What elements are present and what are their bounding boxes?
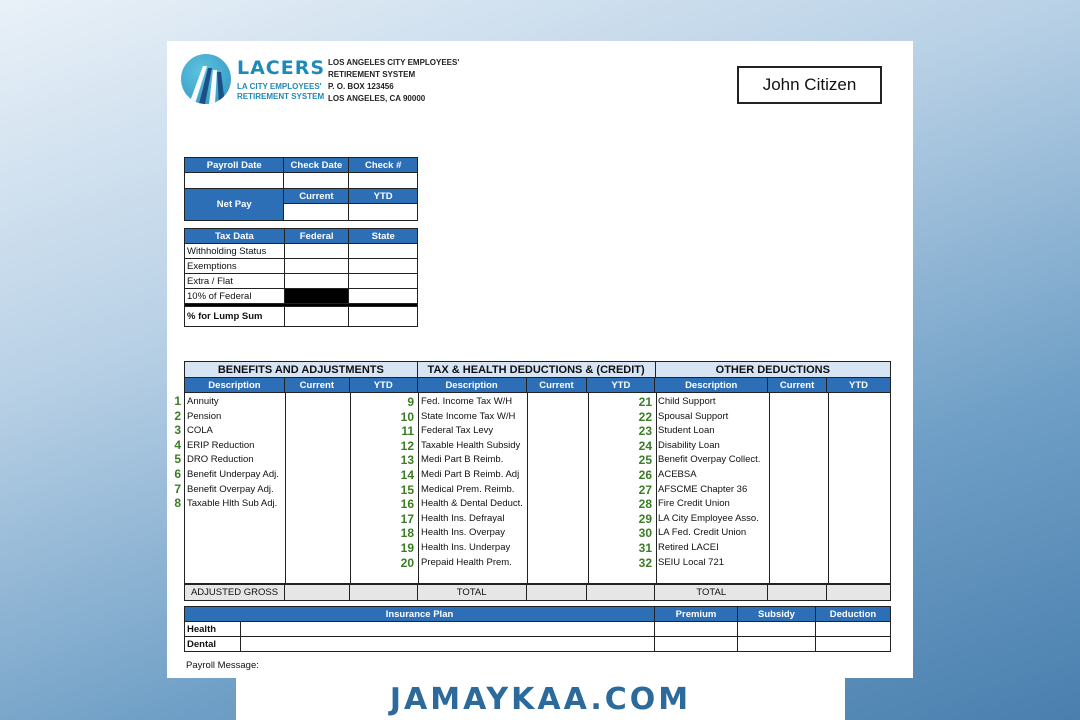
other-item-label: SEIU Local 721: [658, 556, 725, 568]
tax-item-number: 12: [400, 438, 414, 453]
other-item-label: ACEBSA: [658, 468, 697, 480]
tax-item-label: Taxable Health Subsidy: [421, 439, 521, 451]
benefit-item-label: DRO Reduction: [187, 454, 254, 466]
tax-data-table: [184, 228, 418, 327]
deductions-body: [184, 392, 891, 584]
tax-health-section-title: TAX & HEALTH DEDUCTIONS & (CREDIT): [417, 362, 655, 378]
other-item-label: Retired LACEI: [658, 541, 719, 553]
other-item-label: Child Support: [658, 396, 716, 407]
check-number-header: Check #: [349, 158, 418, 173]
other-item-label: Spousal Support: [658, 410, 729, 422]
benefit-item-label: ERIP Reduction: [187, 439, 255, 451]
benefit-item-label: COLA: [187, 425, 213, 437]
tax-item-label: Health & Dental Deduct.: [421, 498, 523, 510]
other-item-label: AFSCME Chapter 36: [658, 483, 748, 495]
health-label: Health: [185, 622, 241, 637]
other-item-number: 32: [638, 555, 652, 570]
benefit-item-number: 7: [174, 481, 181, 496]
benefit-item-label: Benefit Underpay Adj.: [187, 468, 279, 480]
other-deductions-list: [658, 395, 768, 587]
benefit-item-number: 8: [174, 496, 181, 511]
benefit-number-column: [171, 394, 181, 511]
payroll-date-header: Payroll Date: [185, 158, 284, 173]
adjusted-gross-label: ADJUSTED GROSS: [185, 585, 285, 601]
other-item-number: 30: [638, 526, 652, 541]
logo-emblem-icon: [181, 54, 231, 104]
tax-item-label: Medical Prem. Reimb.: [421, 483, 515, 495]
other-number-column: [589, 395, 652, 587]
net-pay-current-header: Current: [284, 189, 349, 204]
net-pay-label: Net Pay: [185, 189, 284, 221]
benefit-item-number: 4: [174, 437, 181, 452]
logo-wordmark: LACERS: [237, 57, 326, 79]
benefit-item-label: Pension: [187, 410, 222, 422]
tax-item-number: 15: [400, 482, 414, 497]
logo-subtitle: LA CITY EMPLOYEES' RETIREMENT SYSTEM: [237, 82, 325, 101]
tax-item-number: 14: [400, 467, 414, 482]
net-pay-current-value: [284, 204, 349, 221]
tax-item-number: 16: [400, 497, 414, 512]
sender-address: LOS ANGELES CITY EMPLOYEES' RETIREMENT SYSTEM P. O. BOX 123456 LOS ANGELES, CA 90000: [328, 58, 460, 103]
other-item-number: 24: [638, 438, 652, 453]
tax-item-label: Medi Part B Reimb. Adj: [421, 468, 520, 480]
other-total-label: TOTAL: [655, 585, 768, 601]
ten-percent-federal-label: 10% of Federal: [185, 289, 285, 304]
benefit-item-label: Benefit Overpay Adj.: [187, 483, 274, 495]
tax-item-number: 9: [407, 395, 414, 409]
benefit-item-number: 6: [174, 466, 181, 481]
check-date-header: Check Date: [284, 158, 349, 173]
tax-item-label: Health Ins. Underpay: [421, 541, 511, 553]
column-header-table: Description Current YTD Description Current YTD Description Current YTD: [184, 377, 891, 393]
tax-item-label: Health Ins. Overpay: [421, 527, 505, 539]
tax-item-number: 20: [400, 555, 414, 570]
benefit-item-number: 3: [174, 423, 181, 438]
other-item-number: 23: [638, 424, 652, 439]
other-item-label: Disability Loan: [658, 439, 720, 451]
other-item-number: 22: [638, 409, 652, 424]
lump-sum-label: % for Lump Sum: [185, 307, 285, 327]
insurance-plan-header: Insurance Plan: [185, 607, 655, 622]
tax-item-label: Federal Tax Levy: [421, 425, 494, 437]
tax-data-header: Tax Data: [185, 229, 285, 244]
pay-stub-document: [167, 41, 913, 678]
dental-label: Dental: [185, 637, 241, 652]
watermark-banner: JAMAYKAA.COM: [236, 678, 845, 720]
blacked-out-cell: [284, 289, 349, 304]
tax-item-label: State Income Tax W/H: [421, 410, 516, 422]
other-item-label: Benefit Overpay Collect.: [658, 454, 761, 466]
federal-header: Federal: [284, 229, 349, 244]
other-deductions-section-title: OTHER DEDUCTIONS: [655, 362, 890, 378]
benefits-list: [187, 395, 285, 587]
other-item-number: 21: [638, 395, 652, 409]
tax-item-number: 10: [400, 409, 414, 424]
net-pay-ytd-header: YTD: [349, 189, 418, 204]
tax-item-number: 19: [400, 540, 414, 555]
insurance-table: [184, 606, 891, 652]
extra-flat-label: Extra / Flat: [185, 274, 285, 289]
other-item-number: 29: [638, 511, 652, 526]
tax-item-label: Health Ins. Defrayal: [421, 512, 505, 524]
benefit-item-label: Taxable Hlth Sub Adj.: [187, 498, 278, 510]
employee-name-box: John Citizen: [737, 66, 882, 104]
pay-summary-table: [184, 157, 418, 221]
tax-item-number: 18: [400, 526, 414, 541]
other-item-label: LA Fed. Credit Union: [658, 527, 747, 539]
totals-table: [184, 584, 891, 601]
withholding-status-label: Withholding Status: [185, 244, 285, 259]
benefit-item-number: 5: [174, 452, 181, 467]
other-item-label: Student Loan: [658, 425, 715, 437]
tax-total-label: TOTAL: [417, 585, 526, 601]
premium-header: Premium: [655, 607, 738, 622]
check-date-value: [284, 173, 349, 189]
tax-item-number: 17: [400, 511, 414, 526]
tax-item-number: 11: [401, 424, 414, 439]
benefit-item-label: Annuity: [187, 396, 219, 407]
other-item-label: Fire Credit Union: [658, 498, 730, 510]
benefit-item-number: 1: [174, 394, 181, 408]
other-item-number: 31: [638, 540, 652, 555]
subsidy-header: Subsidy: [738, 607, 816, 622]
tax-item-label: Medi Part B Reimb.: [421, 454, 504, 466]
check-number-value: [349, 173, 418, 189]
tax-item-label: Prepaid Health Prem.: [421, 556, 512, 568]
other-item-number: 28: [638, 497, 652, 512]
benefit-item-number: 2: [174, 408, 181, 423]
state-header: State: [349, 229, 418, 244]
tax-number-column: [351, 395, 414, 587]
tax-health-list: [421, 395, 527, 587]
payroll-date-value: [185, 173, 284, 189]
net-pay-ytd-value: [349, 204, 418, 221]
payroll-message-label: Payroll Message:: [186, 660, 259, 671]
other-item-number: 26: [638, 467, 652, 482]
exemptions-label: Exemptions: [185, 259, 285, 274]
tax-item-label: Fed. Income Tax W/H: [421, 396, 513, 407]
tax-item-number: 13: [400, 453, 414, 468]
other-item-label: LA City Employee Asso.: [658, 512, 759, 524]
other-item-number: 27: [638, 482, 652, 497]
deduction-header: Deduction: [816, 607, 891, 622]
deductions-header-table: [184, 361, 891, 378]
benefits-section-title: BENEFITS AND ADJUSTMENTS: [185, 362, 418, 378]
other-item-number: 25: [638, 453, 652, 468]
